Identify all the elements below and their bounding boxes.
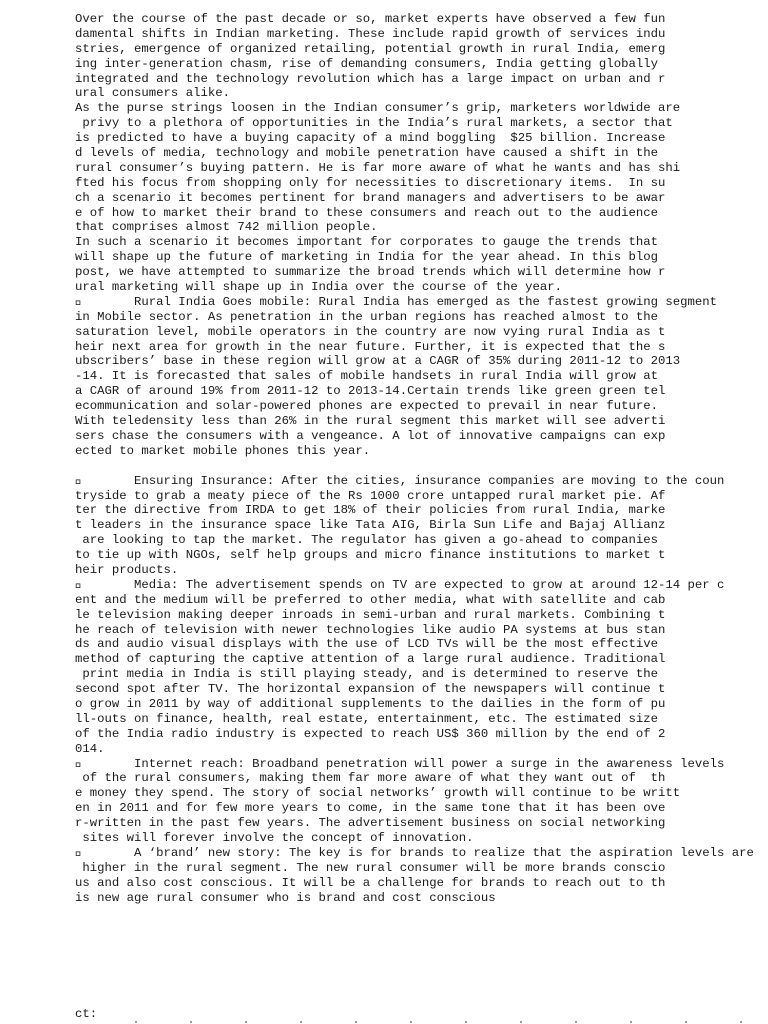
- text-line: With teledensity less than 26% in the rural segment this market will see adverti: [75, 414, 666, 429]
- text-line: saturation level, mobile operators in the country are now vying rural India as t: [75, 324, 666, 339]
- text-line: t leaders in the insurance space like Tata AIG, Birla Sun Life and Bajaj Allianz: [75, 518, 666, 533]
- text-line: In such a scenario it becomes important for corporates to gauge the trends that: [75, 235, 658, 250]
- text-line: d levels of media, technology and mobile penetration have caused a shift in the: [75, 146, 658, 161]
- text-line: of the India radio industry is expected to reach US$ 360 million by the end of 2: [75, 726, 666, 741]
- text-line: -14. It is forecasted that sales of mobile handsets in rural India will grow at: [75, 369, 658, 384]
- text-line: post, we have attempted to summarize the broad trends which will determine how r: [75, 265, 666, 280]
- text-line: ural marketing will shape up in India over the course of the year.: [75, 280, 563, 295]
- text-line: ing inter-generation chasm, rise of demanding consumers, India getting globally: [75, 56, 658, 71]
- text-line: integrated and the technology revolution which has a large impact on urban and r: [75, 71, 666, 86]
- text-line: sites will forever involve the concept of innovation.: [75, 830, 474, 845]
- text-line: e of how to market their brand to these consumers and reach out to the audience: [75, 205, 658, 220]
- text-line: rural consumer’s buying pattern. He is far more aware of what he wants and has shi: [75, 160, 681, 175]
- page-footer-fragment: ct:: [75, 1007, 98, 1021]
- cut-off-glyph: [465, 1021, 467, 1023]
- cut-off-glyph: [135, 1021, 137, 1023]
- text-line: ected to market mobile phones this year.: [75, 443, 371, 458]
- cut-off-glyph: [630, 1021, 632, 1023]
- text-line: in Mobile sector. As penetration in the urban regions has reached almost to the: [75, 309, 658, 324]
- text-line: ubscribers’ base in these region will grow at a CAGR of 35% during 2011-12 to 2013: [75, 354, 681, 369]
- text-line: Rural India Goes mobile: Rural India has emerged as the fastest growing segment: [75, 294, 718, 309]
- text-line: r-written in the past few years. The advertisement business on social networking: [75, 816, 666, 831]
- text-line: 014.: [75, 741, 105, 756]
- text-line: en in 2011 and for few more years to come, in the same tone that it has been ove: [75, 801, 666, 816]
- text-line: le television making deeper inroads in semi-urban and rural markets. Combining t: [75, 607, 666, 622]
- text-line: heir products.: [75, 562, 179, 577]
- text-line: are looking to tap the market. The regulator has given a go-ahead to companies: [75, 533, 658, 548]
- text-line: will shape up the future of marketing in India for the year ahead. In this blog: [75, 250, 658, 265]
- cut-off-glyph: [520, 1021, 522, 1023]
- text-line: Ensuring Insurance: After the cities, insurance companies are moving to the coun: [75, 473, 725, 488]
- text-line: [75, 459, 754, 474]
- text-line: higher in the rural segment. The new rural consumer will be more brands conscio: [75, 860, 666, 875]
- text-line: is new age rural consumer who is brand and cost conscious: [75, 890, 496, 905]
- text-line: o grow in 2011 by way of additional supplements to the dailies in the form of pu: [75, 696, 666, 711]
- text-line: ch a scenario it becomes pertinent for brand managers and advertisers to be awar: [75, 190, 666, 205]
- text-line: heir next area for growth in the near future. Further, it is expected that the s: [75, 339, 666, 354]
- text-line: a CAGR of around 19% from 2011-12 to 2013-14.Certain trends like green green tel: [75, 384, 666, 399]
- text-line: ter the directive from IRDA to get 18% of their policies from rural India, marke: [75, 503, 666, 518]
- cut-off-glyph: [245, 1021, 247, 1023]
- text-line: second spot after TV. The horizontal expansion of the newspapers will continue t: [75, 682, 666, 697]
- text-line: ent and the medium will be preferred to other media, what with satellite and cab: [75, 592, 666, 607]
- text-line: stries, emergence of organized retailing, potential growth in rural India, emerg: [75, 41, 666, 56]
- cut-off-text-row: [75, 1020, 765, 1024]
- text-line: ds and audio visual displays with the use of LCD TVs will be the most effective: [75, 637, 658, 652]
- cut-off-glyph: [575, 1021, 577, 1023]
- text-line: fted his focus from shopping only for necessities to discretionary items. In su: [75, 175, 666, 190]
- cut-off-glyph: [685, 1021, 687, 1023]
- text-line: As the purse strings loosen in the Indian consumer’s grip, marketers worldwide are: [75, 101, 681, 116]
- text-line: A ‘brand’ new story: The key is for brands to realize that the aspiration levels are: [75, 845, 754, 860]
- text-line: that comprises almost 742 million people.: [75, 220, 378, 235]
- text-line: Over the course of the past decade or so, market experts have observed a few fun: [75, 12, 666, 26]
- text-line: method of capturing the captive attention of a large rural audience. Traditional: [75, 652, 666, 667]
- document-body: [75, 12, 754, 905]
- text-line: Internet reach: Broadband penetration will power a surge in the awareness levels: [75, 756, 725, 771]
- text-line: he reach of television with newer technologies like audio PA systems at bus stan: [75, 622, 666, 637]
- cut-off-glyph: [300, 1021, 302, 1023]
- text-line: Media: The advertisement spends on TV are expected to grow at around 12-14 per c: [75, 577, 725, 592]
- text-line: ural consumers alike.: [75, 86, 230, 101]
- text-line: us and also cost conscious. It will be a challenge for brands to reach out to th: [75, 875, 666, 890]
- text-line: damental shifts in Indian marketing. These include rapid growth of services indu: [75, 26, 666, 41]
- text-line: is predicted to have a buying capacity of a mind boggling $25 billion. Increase: [75, 131, 666, 146]
- text-line: e money they spend. The story of social networks’ growth will continue to be writt: [75, 786, 681, 801]
- text-line: tryside to grab a meaty piece of the Rs 1000 crore untapped rural market pie. Af: [75, 488, 666, 503]
- text-line: ecommunication and solar-powered phones are expected to prevail in near future.: [75, 399, 658, 414]
- cut-off-glyph: [410, 1021, 412, 1023]
- text-line: print media in India is still playing steady, and is determined to reserve the: [75, 667, 658, 682]
- text-line: of the rural consumers, making them far more aware of what they want out of th: [75, 771, 666, 786]
- text-line: privy to a plethora of opportunities in the India’s rural markets, a sector that: [75, 116, 673, 131]
- cut-off-glyph: [740, 1021, 742, 1023]
- cut-off-glyph: [190, 1021, 192, 1023]
- text-line: sers chase the consumers with a vengeance. A lot of innovative campaigns can exp: [75, 428, 666, 443]
- text-line: to tie up with NGOs, self help groups and micro finance institutions to market t: [75, 548, 666, 563]
- text-line: ll-outs on finance, health, real estate, entertainment, etc. The estimated size: [75, 711, 658, 726]
- cut-off-glyph: [355, 1021, 357, 1023]
